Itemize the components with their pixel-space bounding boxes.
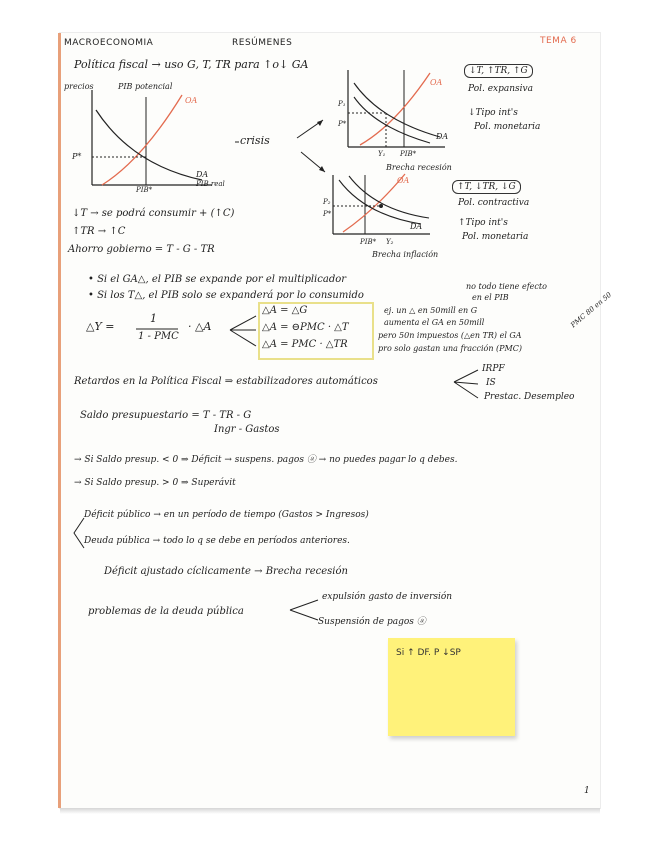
- note-taxes: ↓T → se podrá consumir + (↑C): [72, 208, 235, 219]
- contractive-measures-box: ↑T, ↓TR, ↓G: [452, 180, 521, 194]
- multiplier-denominator: 1 - PMC: [138, 331, 179, 342]
- surplus-line: → Si Saldo presup. > 0 ⇒ Superávit: [74, 478, 236, 488]
- example-side-note: PMC 80 en 50: [569, 290, 614, 330]
- multiplier-rhs: · △A: [188, 320, 212, 333]
- sticky-note-text: Si ↑ DF. P ↓SP: [396, 648, 461, 658]
- graph2-oa-label: OA: [430, 78, 443, 87]
- multiplier-numerator: 1: [150, 312, 157, 325]
- lags-branch: [452, 368, 484, 402]
- budget-balance-formula: Saldo presupuestario = T - TR - G: [80, 410, 252, 421]
- stabilizer-irpf: IRPF: [482, 364, 505, 374]
- budget-balance-subtitle: Ingr - Gastos: [214, 424, 280, 435]
- note-government-saving: Ahorro gobierno = T - G - TR: [68, 244, 215, 255]
- graph-inflation: [325, 170, 440, 250]
- graph3-oa-label: OA: [397, 176, 410, 185]
- problem-default: Suspensión de pagos ⓐ: [318, 617, 426, 627]
- formula-branch: [228, 310, 262, 352]
- side-note-line2: en el PIB: [472, 293, 509, 302]
- graph2-p1: P₁: [338, 100, 346, 108]
- margin-line: [58, 33, 61, 808]
- example-line3: pero 50n impuestos (△en TR) el GA: [378, 331, 522, 340]
- page-title: RESÚMENES: [232, 38, 293, 48]
- crisis-arrows: [225, 110, 335, 180]
- topic-label: TEMA 6: [540, 36, 577, 46]
- stabilizer-is: IS: [486, 378, 496, 388]
- lags-line: Retardos en la Política Fiscal ⇒ estabilizadores automáticos: [74, 376, 378, 387]
- problem-crowding-out: expulsión gasto de inversión: [322, 592, 453, 602]
- stabilizer-unemployment: Prestac. Desempleo: [484, 392, 575, 402]
- expansive-monetary-label: Pol. monetaria: [474, 122, 541, 132]
- formula-tr: △A = PMC · △TR: [262, 339, 348, 350]
- expansive-fiscal-label: Pol. expansiva: [468, 84, 533, 94]
- subject-heading: MACROECONOMIA: [64, 38, 154, 48]
- contractive-monetary-label: Pol. monetaria: [462, 232, 529, 242]
- expansive-rate: ↓Tipo int's: [468, 108, 518, 118]
- public-debt-line: Deuda pública → todo lo q se debe en períodos anteriores.: [84, 536, 350, 546]
- page-shadow: [60, 808, 600, 814]
- formula-t: △A = ⊖PMC · △T: [262, 322, 349, 333]
- graph1-oa-label: OA: [185, 96, 198, 105]
- graph3-da-label: DA: [410, 222, 423, 231]
- problems-label: problemas de la deuda pública: [88, 606, 244, 617]
- graph1-pib-star: PIB*: [136, 186, 153, 194]
- graph2-da-label: DA: [436, 132, 449, 141]
- contractive-rate: ↑Tipo int's: [458, 218, 508, 228]
- graph3-pib-star: PIB*: [360, 238, 377, 246]
- graph2-pib-star: PIB*: [400, 150, 417, 158]
- example-line4: pro solo gastan una fracción (PMC): [378, 344, 522, 353]
- side-note-line1: no todo tiene efecto: [466, 282, 547, 291]
- fraction-bar: [136, 328, 180, 330]
- graph1-pib-real: PIB real: [196, 180, 225, 188]
- cyclical-deficit-line: Déficit ajustado cíclicamente → Brecha recesión: [104, 566, 348, 577]
- public-deficit-line: Déficit público → en un período de tiempo (Gastos > Ingresos): [84, 510, 369, 520]
- graph3-y2: Y₂: [386, 238, 394, 246]
- deficit-line: → Si Saldo presup. < 0 ⇒ Déficit → suspens. pagos ⓐ → no puedes pagar lo q debes.: [74, 455, 458, 465]
- graph3-p-star: P*: [323, 210, 332, 218]
- bullet-multiplier: • Si el GA△, el PIB se expande por el multiplicador: [88, 274, 347, 285]
- note-transfers: ↑TR → ↑C: [72, 226, 126, 237]
- graph3-gap: Brecha inflación: [372, 250, 439, 259]
- expansive-measures-box: ↓T, ↑TR, ↑G: [464, 64, 533, 78]
- graph2-p-star: P*: [338, 120, 347, 128]
- formula-g: △A = △G: [262, 305, 308, 316]
- page-number: 1: [584, 786, 590, 796]
- example-line1: ej. un △ en 50mill en G: [384, 306, 478, 315]
- intro-line: Política fiscal → uso G, T, TR para ↑o↓ GA: [74, 58, 309, 71]
- graph1-y-label: precios: [64, 82, 94, 91]
- example-line2: aumenta el GA en 50mill: [384, 318, 485, 327]
- multiplier-lhs: △Y =: [86, 320, 115, 333]
- graph1-pib-potencial: PIB potencial: [118, 82, 173, 91]
- graph1-p-star: P*: [72, 152, 82, 161]
- contractive-fiscal-label: Pol. contractiva: [458, 198, 530, 208]
- bullet-taxes-consumption: • Si los T△, el PIB solo se expanderá por lo consumido: [88, 290, 364, 301]
- graph3-p2: P₂: [323, 198, 331, 206]
- sticky-note: [388, 638, 515, 736]
- crisis-label: crisis: [240, 134, 270, 147]
- graph2-y1: Y₁: [378, 150, 386, 158]
- graph2-gap: Brecha recesión: [386, 163, 452, 172]
- graph1-da-label: DA: [196, 170, 209, 179]
